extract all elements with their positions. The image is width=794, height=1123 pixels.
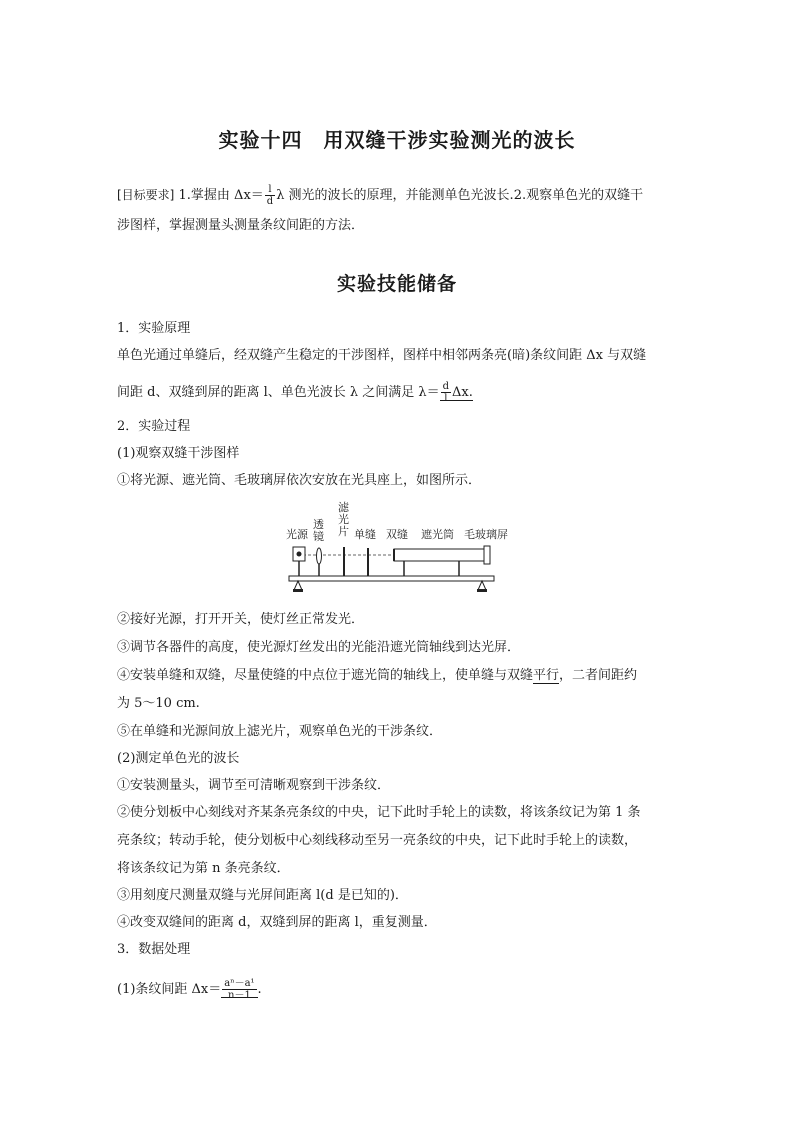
process-step3: ③调节各器件的高度，使光源灯丝发出的光能沿遮光筒轴线到达光屏． [117,640,521,655]
objective-line-2: 涉图样，掌握测量头测量条纹间距的方法． [117,218,365,233]
objective-text-b: λ 测光的波长的原理，并能测单色光波长.2.观察单色光的双缝干 [276,188,644,203]
bench-foot-left-base [293,589,303,592]
process-step4 [117,668,637,684]
bench-foot-left [294,581,302,590]
optical-bench [289,576,494,581]
data-heading: 3．数据处理 [117,942,191,957]
data-item-tail: . [257,982,262,997]
data-fraction [222,978,256,1001]
process-step5: ⑤在单缝和光源间放上滤光片，观察单色光的干涉条纹． [117,724,443,739]
label-hood-tube: 遮光筒 [421,528,454,541]
fraction-denominator: l [444,393,448,404]
process-sub1: (1)观察双缝干涉图样 [117,446,240,461]
process-step1: ①将光源、遮光筒、毛玻璃屏依次安放在光具座上，如图所示． [117,473,482,488]
measure-step2-line1: ②使分划板中心刻线对齐某条亮条纹的中央，记下此时手轮上的读数，将该条纹记为第 1 条 [117,805,641,820]
principle-line-1: 单色光通过单缝后，经双缝产生稳定的干涉图样，图样中相邻两条亮(暗)条纹间距 Δx 与双缝 [117,348,647,363]
formula-tail: Δx. [452,385,473,400]
process-heading: 2．实验过程 [117,419,191,434]
data-item-text: (1)条纹间距 Δx＝ [117,982,222,997]
bench-foot-right [478,581,486,590]
apparatus-diagram [284,500,524,595]
label-light-source: 光源 [286,528,308,541]
label-lens-2: 镜 [313,530,324,543]
fraction-denominator: d [266,196,274,207]
label-filter-1: 滤 [338,501,349,514]
fraction-numerator: l [265,184,275,196]
label-frosted-screen: 毛玻璃屏 [464,528,508,541]
process-sub2: (2)测定单色光的波长 [117,751,240,766]
section-title: 实验技能储备 [336,273,457,295]
bench-foot-right-base [477,589,487,592]
page-title: 实验十四 用双缝干涉实验测光的波长 [218,128,576,152]
fraction-numerator: aⁿ－a¹ [224,978,255,989]
label-single-slit: 单缝 [354,528,376,541]
measure-step2-line3: 将该条纹记为第 n 条亮条纹． [117,861,290,876]
measure-step1: ①安装测量头，调节至可清晰观察到干涉条纹． [117,778,391,793]
process-step2: ②接好光源，打开开关，使灯丝正常发光． [117,612,365,627]
fraction-numerator: d [442,381,450,392]
bulb [297,552,302,557]
objective-tag: [目标要求] [117,188,175,202]
data-formula [221,978,257,1001]
objective-text-a: 1.掌握由 Δx＝ [178,188,264,203]
process-step4-line2: 为 5～10 cm. [117,696,200,711]
objective-fraction [265,184,275,207]
step4-underlined: 平行 [533,668,560,683]
measure-step2-line2: 亮条纹；转动手轮，使分划板中心刻线移动至另一亮条纹的中央，记下此时手轮上的读数， [117,833,638,848]
frosted-screen [484,546,490,564]
hood-tube [394,549,484,561]
label-filter-2: 光 [338,513,349,526]
label-lens-1: 透 [313,518,324,531]
principle-heading: 1．实验原理 [117,321,191,336]
step4-text-a: ④安装单缝和双缝，尽量使缝的中点位于遮光筒的轴线上，使单缝与双缝 [117,668,534,683]
data-item-1 [117,978,262,1001]
measure-step4: ④改变双缝间的距离 d，双缝到屏的距离 l，重复测量． [117,915,437,930]
principle-fraction [441,381,451,404]
measure-step3: ③用刻度尺测量双缝与光屏间距离 l(d 是已知的)． [117,888,408,903]
principle-formula [440,381,473,404]
step4-text-b: ，二者间距约 [559,668,638,683]
lens [317,548,322,564]
principle-text: 间距 d、双缝到屏的距离 l、单色光波长 λ 之间满足 λ＝ [117,385,440,400]
fraction-denominator: n－1 [228,990,251,1001]
label-double-slit: 双缝 [386,528,408,541]
objective-line-1 [117,184,643,207]
label-filter-3: 片 [338,525,349,538]
principle-line-2 [117,381,473,404]
